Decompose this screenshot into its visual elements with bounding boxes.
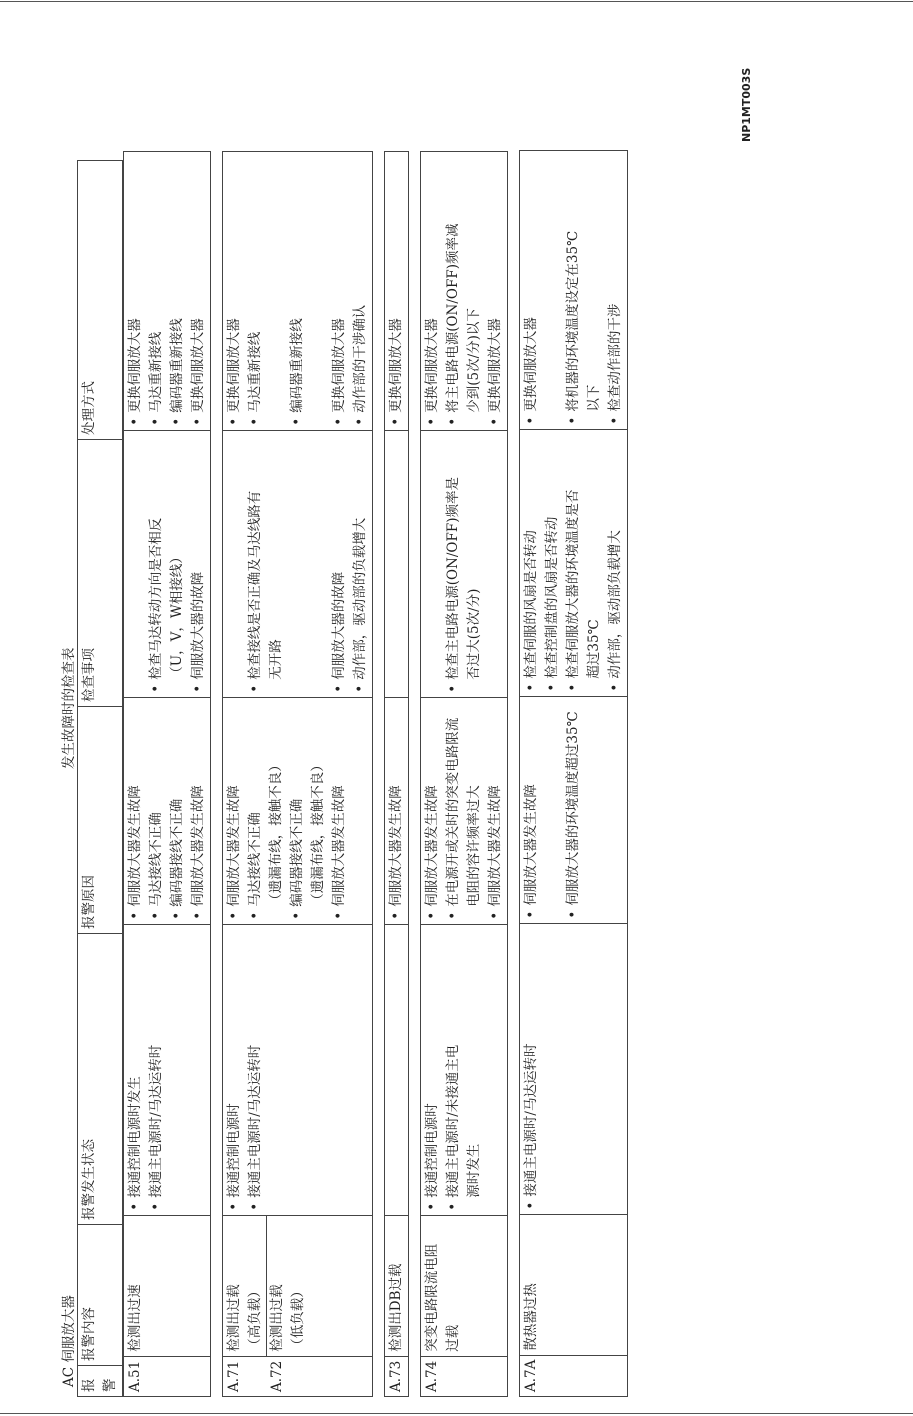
header-remedy: 处理方式 — [78, 161, 123, 440]
content-a71: 检测出过载 （高负载） 检测出过载 （低负载） — [223, 1215, 373, 1356]
remedy-a71: • 更换伺服放大器 • 马达重新接线 • 编码器重新接线 • 更换伺服放大器 • 动作部的干涉确认 — [223, 151, 373, 430]
section-title: AC 伺服放大器 — [61, 1295, 77, 1387]
check-a71: • 检查接线是否正确及马达线路有 无开路 • 伺服放大器的故障 • 动作部，驱动部的负载增大 — [223, 430, 373, 697]
block-a73 — [384, 151, 409, 1397]
table-header — [77, 160, 123, 1397]
cause-a71: • 伺服放大器发生故障 • 马达接线不正确 （遗漏布线，接触不良） • 编码器接线不正确 （遗漏布线，接触不良） • 伺服放大器发生故障 — [223, 697, 373, 924]
block-a7a — [519, 150, 628, 1397]
header-code: 报警 — [78, 1366, 123, 1397]
check-a74: • 检查主电路电源(ON/OFF)频率是 否过大(5次/分) — [421, 430, 508, 697]
state-a71: • 接通控制电源时 • 接通主电源时/马达运转时 — [223, 924, 373, 1215]
cause-a51: • 伺服放大器发生故障 • 马达接线不正确 • 编码器接线不正确 • 伺服放大器发生故障 — [124, 697, 211, 924]
block-a71-a72 — [222, 151, 373, 1397]
block-a74 — [420, 151, 508, 1397]
content-a51: 检测出过速 — [124, 1215, 211, 1356]
state-a73 — [385, 924, 409, 1215]
table-title: 发生故障时的检查表 — [61, 647, 77, 769]
state-a51: • 接通控制电源时发生 • 接通主电源时/马达运转时 — [124, 924, 211, 1215]
header-check: 检查事项 — [78, 440, 123, 707]
check-a73 — [385, 430, 409, 697]
content-a7a: 散热器过热 — [520, 1214, 628, 1355]
top-rule — [0, 1, 913, 2]
title-row — [55, 72, 77, 1397]
code-a71: A.71 A.72 — [223, 1356, 373, 1396]
code-a72: A.72 — [269, 1360, 285, 1392]
check-a51: • 检查马达转动方向是否相反 （U，V，W相接线） • 伺服放大器的故障 — [124, 430, 211, 697]
content-a74: 突变电路限流电阻 过载 — [421, 1215, 508, 1356]
content-a72: 检测出过载 （低负载） — [266, 1216, 309, 1356]
header-state: 报警发生状态 — [78, 934, 123, 1225]
figure-code: NP1MT003S — [740, 67, 753, 142]
cause-a73: • 伺服放大器发生故障 — [385, 697, 409, 924]
content-a73: 检测出DB过载 — [385, 1215, 409, 1356]
block-a51 — [123, 151, 211, 1397]
remedy-a73: • 更换伺服放大器 — [385, 151, 409, 430]
code-a74: A.74 — [421, 1356, 508, 1396]
bottom-rule — [0, 1413, 913, 1414]
state-a74: • 接通控制电源时 • 接通主电源时/未接通主电 源时发生 — [421, 924, 508, 1215]
rotated-table-area — [55, 67, 755, 1397]
code-a51: A.51 — [124, 1356, 211, 1396]
cause-a7a: • 伺服放大器发生故障 • 伺服放大器的环境温度超过35℃ — [520, 696, 628, 923]
remedy-a7a: • 更换伺服放大器 • 将机器的环境温度设定在35℃ 以下 • 检查动作部的干涉 — [520, 150, 628, 429]
state-a7a: • 接通主电源时/马达运转时 — [520, 923, 628, 1214]
check-a7a: • 检查伺服的风扇是否转动 • 检查控制盘的风扇是否转动 • 检查伺服放大器的环境温度是否 超过35℃ • 动作部，驱动部负载增大 — [520, 429, 628, 696]
header-cause: 报警原因 — [78, 707, 123, 934]
code-a73: A.73 — [385, 1356, 409, 1396]
header-content: 报警内容 — [78, 1225, 123, 1366]
cause-a74: • 伺服放大器发生故障 • 在电源开或关时的突变电路限流 电阻的容许频率过大 • 伺服放大器发生故障 — [421, 697, 508, 924]
code-a7a: A.7A — [520, 1355, 628, 1396]
remedy-a74: • 更换伺服放大器 • 将主电路电源(ON/OFF)频率减 少到(5次/分)以下 • 更换伺服放大器 — [421, 151, 508, 430]
remedy-a51: • 更换伺服放大器 • 马达重新接线 • 编码器重新接线 • 更换伺服放大器 — [124, 151, 211, 430]
